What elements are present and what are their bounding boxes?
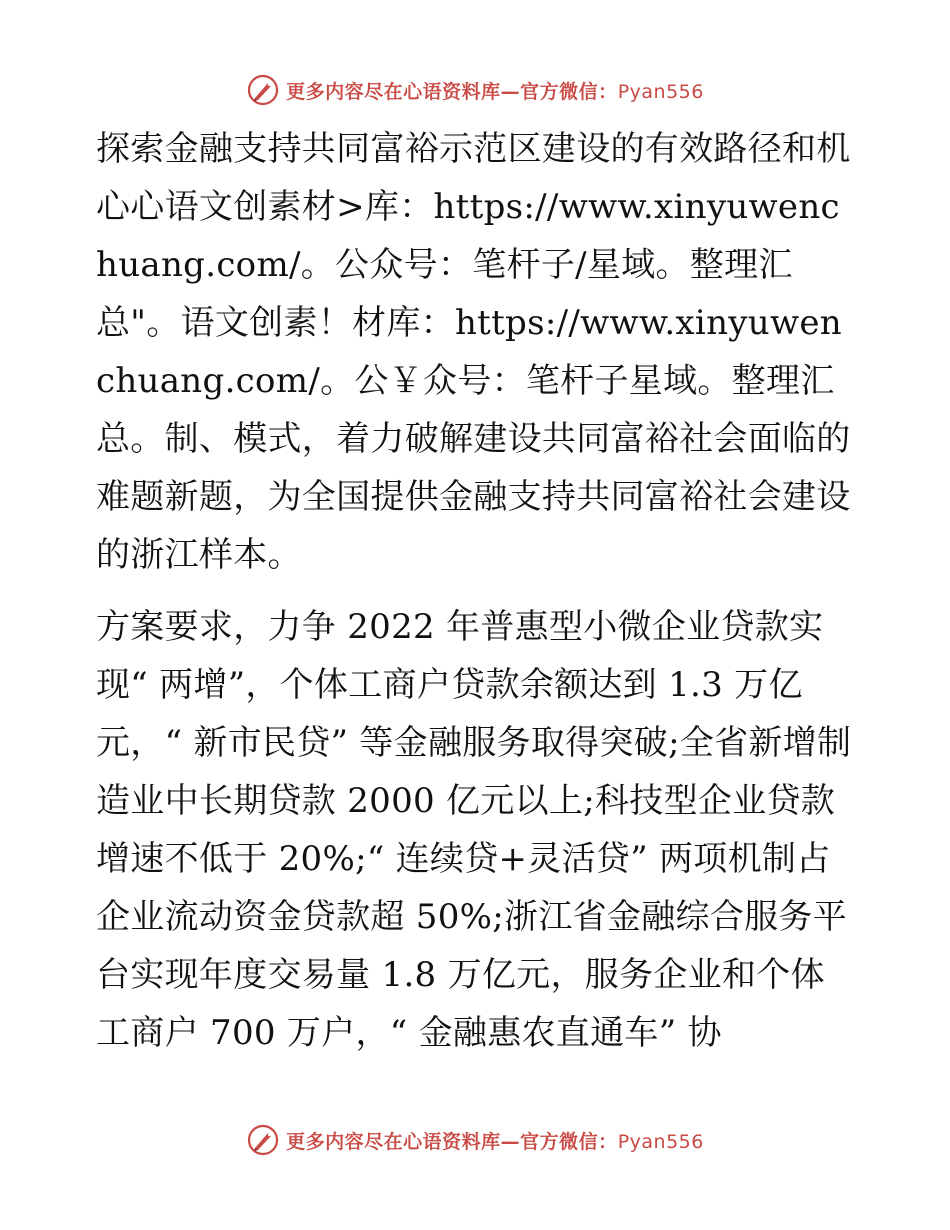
paragraph-1: 探索金融支持共同富裕示范区建设的有效路径和机心心语文创素材>库：https://www.xinyuwenchuang.com/。公众号：笔杆子/星域。整理汇总"。语文创素！材库：https://www.xinyuwenchuang.com/。公￥众号：笔杆子星域。整理汇总。制、模式，着力破解建设共同富裕社会面临的难题新题，为全国提供金融支持共同富裕社会建设的浙江样本。 (96, 129, 851, 575)
document-body (96, 120, 856, 1062)
pen-logo-icon (246, 1123, 280, 1157)
watermark-text (286, 1127, 704, 1154)
watermark-wechat-id: Pyan556 (617, 80, 704, 103)
watermark-official-label: 官方微信： (520, 1130, 618, 1153)
watermark-text (286, 77, 704, 104)
header-watermark (0, 70, 950, 110)
watermark-site-name: 更多内容尽在心语资料库 (286, 1130, 501, 1153)
paragraph-2: 方案要求，力争 2022 年普惠型小微企业贷款实现“ 两增”，个体工商户贷款余额达到 1.3 万亿元，“ 新市民贷” 等金融服务取得突破;全省新增制造业中长期贷款 2000 亿元以上;科技型企业贷款增速不低于 20%;“ 连续贷+灵活贷” 两项机制占企业流动资金贷款超 50%;浙江省金融综合服务平台实现年度交易量 1.8 万亿元，服务企业和个体工商户 700 万户，“ 金融惠农直通车” 协 (96, 607, 852, 1053)
watermark-site-name: 更多内容尽在心语资料库 (286, 80, 501, 103)
pen-logo-icon (246, 73, 280, 107)
watermark-dash: — (500, 80, 521, 103)
footer-watermark (0, 1120, 950, 1160)
watermark-dash: — (500, 1130, 521, 1153)
watermark-wechat-id: Pyan556 (617, 1130, 704, 1153)
watermark-official-label: 官方微信： (520, 80, 618, 103)
